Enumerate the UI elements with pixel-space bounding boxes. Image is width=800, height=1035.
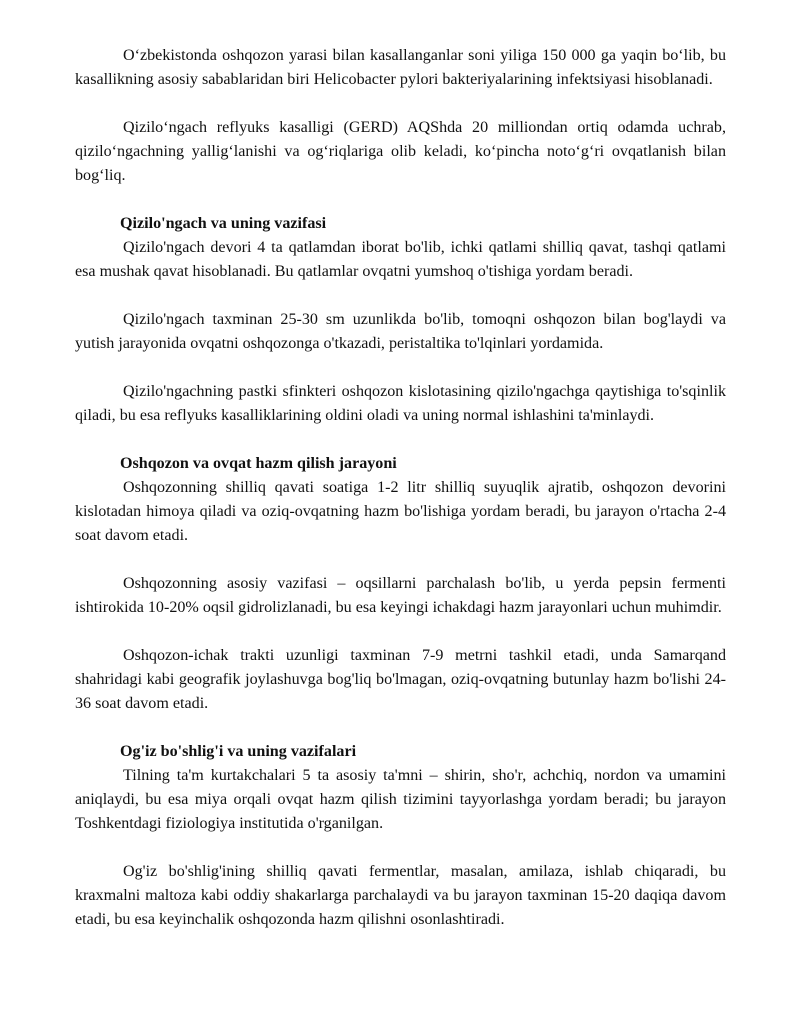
paragraph-spacer [75, 620, 726, 644]
paragraph-spacer [75, 716, 726, 740]
paragraph-stomach-function: Oshqozonning asosiy vazifasi – oqsillarni parchalash bo'lib, u yerda pepsin fermenti ishtirokida 10-20% oqsil gidrolizlanadi, bu esa keyingi ichakdagi hazm jarayonlari uchun muhimdir. [75, 575, 726, 616]
paragraph-ulcer-stats: O‘zbekistonda oshqozon yarasi bilan kasallanganlar soni yiliga 150 000 ga yaqin bo‘lib, bu kasallikning asosiy sabablaridan biri Helicobacter pylori bakteriyalarining infektsiyasi hisoblanadi. [75, 47, 726, 88]
section-heading-esophagus: Qizilo'ngach va uning vazifasi [120, 215, 327, 232]
paragraph-oral-mucosa: Og'iz bo'shlig'ining shilliq qavati fermentlar, masalan, amilaza, ishlab chiqaradi, bu kraxmalni maltoza kabi oddiy shakarlarga parchalaydi va bu jarayon taxminan 15-20 daqiqa davom etadi, bu esa keyinchalik oshqozonda hazm qilishni osonlashtiradi. [75, 863, 726, 928]
paragraph-taste-buds: Tilning ta'm kurtakchalari 5 ta asosiy ta'mni – shirin, sho'r, achchiq, nordon va umamini aniqlaydi, bu esa miya orqali ovqat hazm qilish tizimini tayyorlashga yordam beradi; bu jarayon Toshkentdagi fiziologiya institutida o'rganilgan. [75, 767, 726, 832]
paragraph-esophagus-length: Qizilo'ngach taxminan 25-30 sm uzunlikda bo'lib, tomoqni oshqozon bilan bog'laydi va yutish jarayonida ovqatni oshqozonga o'tkazadi, peristaltika to'lqinlari yordamida. [75, 311, 726, 352]
paragraph-gerd: Qizilo‘ngach reflyuks kasalligi (GERD) AQShda 20 milliondan ortiq odamda uchrab, qizilo‘ngachning yallig‘lanishi va og‘riqlariga olib keladi, ko‘pincha noto‘g‘ri ovqatlanish bilan bog‘liq. [75, 119, 726, 184]
paragraph-spacer [75, 428, 726, 452]
section-heading-oral-cavity: Og'iz bo'shlig'i va uning vazifalari [120, 743, 357, 760]
paragraph-spacer [75, 92, 726, 116]
paragraph-spacer [75, 836, 726, 860]
document-page [75, 44, 726, 932]
paragraph-esophagus-layers: Qizilo'ngach devori 4 ta qatlamdan iborat bo'lib, ichki qatlami shilliq qavat, tashqi qatlami esa mushak qavat hisoblanadi. Bu qatlamlar ovqatni yumshoq o'tishiga yordam beradi. [75, 239, 726, 280]
section-heading-stomach: Oshqozon va ovqat hazm qilish jarayoni [120, 455, 397, 472]
paragraph-gi-tract: Oshqozon-ichak trakti uzunligi taxminan 7-9 metrni tashkil etadi, unda Samarqand shahridagi kabi geografik joylashuvga bog'liq bo'lmagan, oziq-ovqatning butunlay hazm bo'lishi 24-36 soat davom etadi. [75, 647, 726, 712]
paragraph-spacer [75, 548, 726, 572]
paragraph-spacer [75, 284, 726, 308]
paragraph-spacer [75, 188, 726, 212]
paragraph-spacer [75, 356, 726, 380]
paragraph-lower-sphincter: Qizilo'ngachning pastki sfinkteri oshqozon kislotasining qizilo'ngachga qaytishiga to'sqinlik qiladi, bu esa reflyuks kasalliklarining oldini oladi va uning normal ishlashini ta'minlaydi. [75, 383, 726, 424]
paragraph-stomach-mucosa: Oshqozonning shilliq qavati soatiga 1-2 litr shilliq suyuqlik ajratib, oshqozon devorini kislotadan himoya qiladi va oziq-ovqatning hazm bo'lishiga yordam beradi, bu jarayon o'rtacha 2-4 soat davom etadi. [75, 479, 726, 544]
